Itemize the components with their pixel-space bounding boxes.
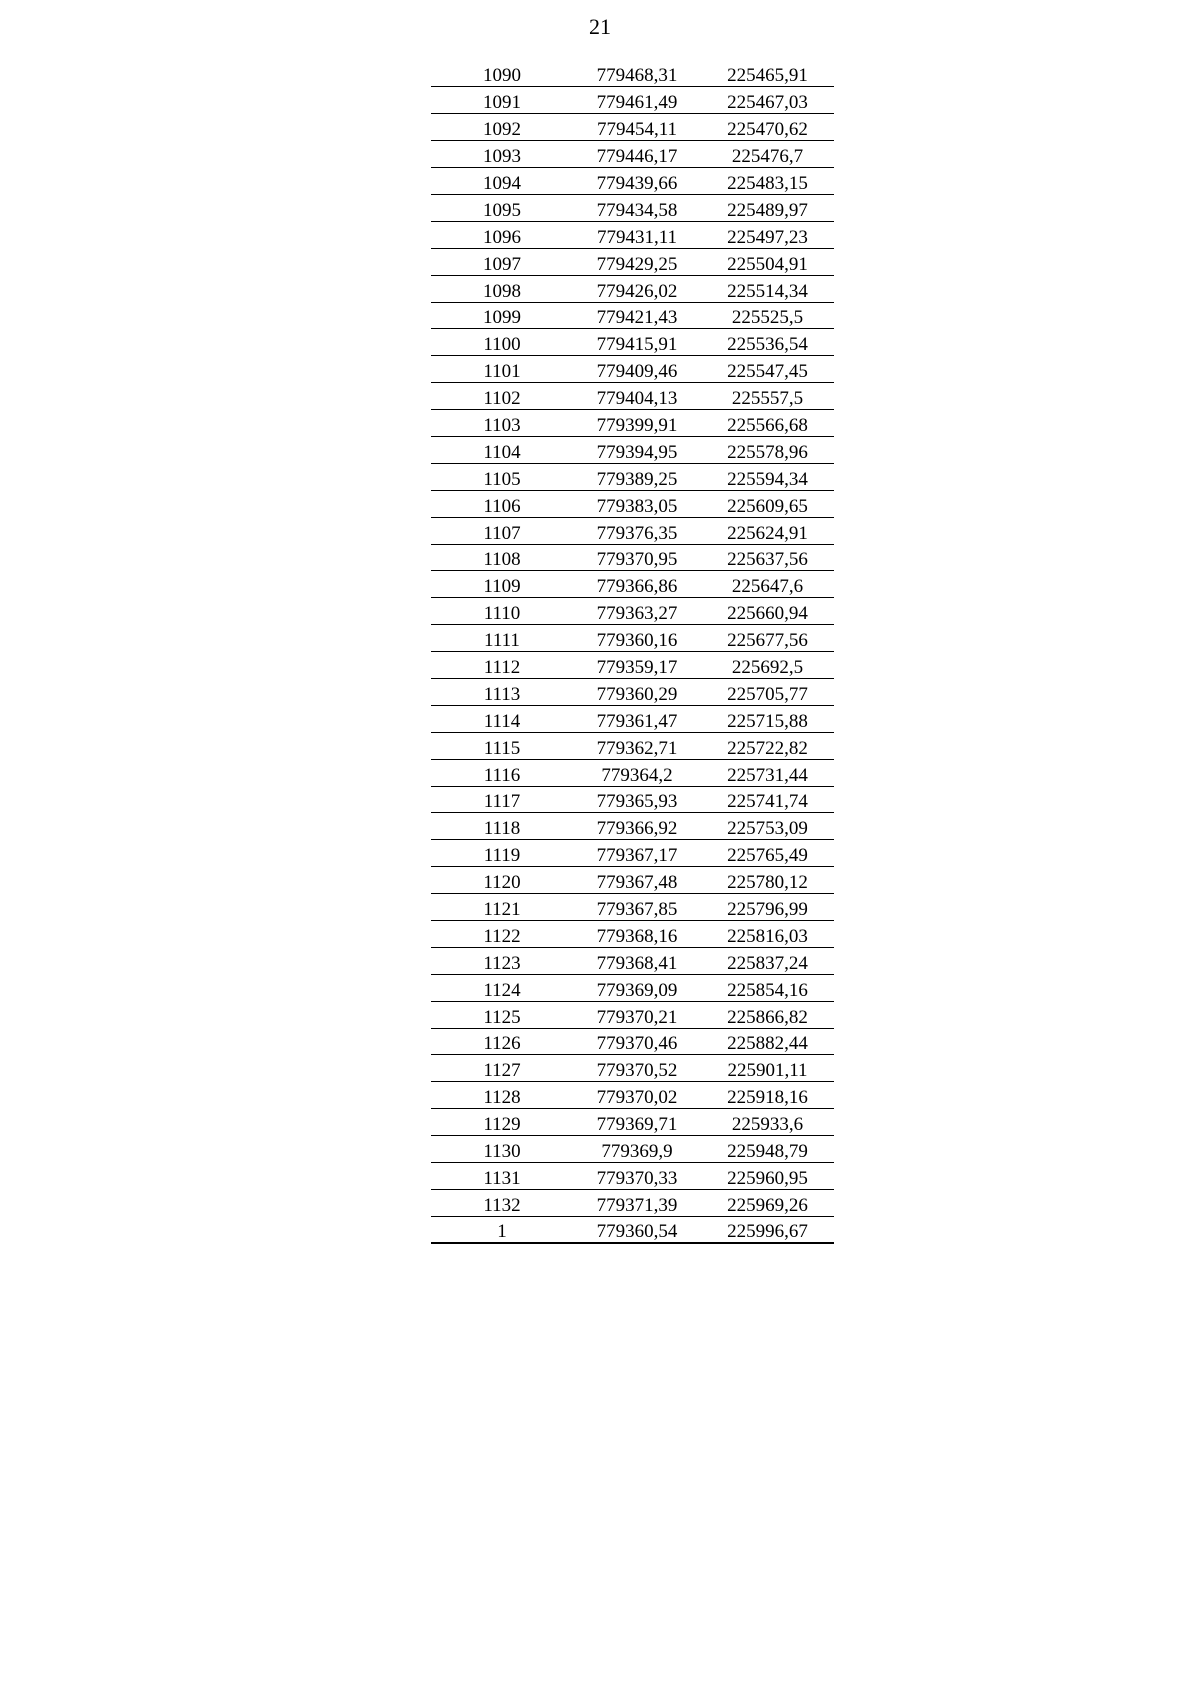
y-coordinate-cell: 225557,5 [701, 383, 834, 410]
x-coordinate-cell: 779415,91 [573, 329, 701, 356]
x-coordinate-cell: 779367,85 [573, 894, 701, 921]
x-coordinate-cell: 779367,48 [573, 867, 701, 894]
point-number-cell: 1109 [431, 571, 573, 598]
y-coordinate-cell: 225780,12 [701, 867, 834, 894]
table-row [431, 383, 834, 410]
x-coordinate-cell: 779360,54 [573, 1216, 701, 1243]
y-coordinate-cell: 225960,95 [701, 1163, 834, 1190]
point-number-cell: 1127 [431, 1055, 573, 1082]
table-row [431, 1163, 834, 1190]
x-coordinate-cell: 779362,71 [573, 732, 701, 759]
table-row [431, 974, 834, 1001]
x-coordinate-cell: 779360,16 [573, 625, 701, 652]
x-coordinate-cell: 779370,95 [573, 544, 701, 571]
point-number-cell: 1093 [431, 141, 573, 168]
table-row [431, 625, 834, 652]
point-number-cell: 1100 [431, 329, 573, 356]
point-number-cell: 1092 [431, 114, 573, 141]
x-coordinate-cell: 779429,25 [573, 248, 701, 275]
point-number-cell: 1098 [431, 275, 573, 302]
y-coordinate-cell: 225536,54 [701, 329, 834, 356]
table-row [431, 87, 834, 114]
x-coordinate-cell: 779434,58 [573, 194, 701, 221]
y-coordinate-cell: 225741,74 [701, 786, 834, 813]
point-number-cell: 1126 [431, 1028, 573, 1055]
point-number-cell: 1106 [431, 490, 573, 517]
x-coordinate-cell: 779370,33 [573, 1163, 701, 1190]
table-row [431, 410, 834, 437]
point-number-cell: 1123 [431, 947, 573, 974]
table-row [431, 114, 834, 141]
point-number-cell: 1120 [431, 867, 573, 894]
y-coordinate-cell: 225483,15 [701, 168, 834, 195]
table-row [431, 732, 834, 759]
y-coordinate-cell: 225816,03 [701, 921, 834, 948]
table-row [431, 356, 834, 383]
x-coordinate-cell: 779370,46 [573, 1028, 701, 1055]
x-coordinate-cell: 779360,29 [573, 678, 701, 705]
point-number-cell: 1132 [431, 1189, 573, 1216]
x-coordinate-cell: 779363,27 [573, 598, 701, 625]
x-coordinate-cell: 779431,11 [573, 221, 701, 248]
table-row [431, 759, 834, 786]
y-coordinate-cell: 225489,97 [701, 194, 834, 221]
point-number-cell: 1121 [431, 894, 573, 921]
y-coordinate-cell: 225514,34 [701, 275, 834, 302]
y-coordinate-cell: 225715,88 [701, 705, 834, 732]
x-coordinate-cell: 779371,39 [573, 1189, 701, 1216]
table-row [431, 652, 834, 679]
table-row [431, 194, 834, 221]
x-coordinate-cell: 779376,35 [573, 517, 701, 544]
point-number-cell: 1101 [431, 356, 573, 383]
point-number-cell: 1105 [431, 463, 573, 490]
point-number-cell: 1 [431, 1216, 573, 1243]
point-number-cell: 1095 [431, 194, 573, 221]
table-row [431, 436, 834, 463]
table-row [431, 275, 834, 302]
point-number-cell: 1102 [431, 383, 573, 410]
table-row [431, 490, 834, 517]
x-coordinate-cell: 779409,46 [573, 356, 701, 383]
x-coordinate-cell: 779368,16 [573, 921, 701, 948]
y-coordinate-cell: 225882,44 [701, 1028, 834, 1055]
point-number-cell: 1094 [431, 168, 573, 195]
x-coordinate-cell: 779369,09 [573, 974, 701, 1001]
y-coordinate-cell: 225731,44 [701, 759, 834, 786]
y-coordinate-cell: 225722,82 [701, 732, 834, 759]
x-coordinate-cell: 779365,93 [573, 786, 701, 813]
table-row [431, 1055, 834, 1082]
table-row [431, 1082, 834, 1109]
y-coordinate-cell: 225647,6 [701, 571, 834, 598]
point-number-cell: 1108 [431, 544, 573, 571]
x-coordinate-cell: 779439,66 [573, 168, 701, 195]
table-row [431, 947, 834, 974]
y-coordinate-cell: 225948,79 [701, 1136, 834, 1163]
y-coordinate-cell: 225677,56 [701, 625, 834, 652]
point-number-cell: 1114 [431, 705, 573, 732]
table-row [431, 141, 834, 168]
point-number-cell: 1113 [431, 678, 573, 705]
y-coordinate-cell: 225497,23 [701, 221, 834, 248]
y-coordinate-cell: 225470,62 [701, 114, 834, 141]
table-row [431, 840, 834, 867]
point-number-cell: 1116 [431, 759, 573, 786]
table-row [431, 894, 834, 921]
x-coordinate-cell: 779368,41 [573, 947, 701, 974]
y-coordinate-cell: 225624,91 [701, 517, 834, 544]
y-coordinate-cell: 225933,6 [701, 1109, 834, 1136]
point-number-cell: 1122 [431, 921, 573, 948]
y-coordinate-cell: 225692,5 [701, 652, 834, 679]
page-number: 21 [589, 14, 611, 39]
x-coordinate-cell: 779359,17 [573, 652, 701, 679]
table-row [431, 60, 834, 87]
y-coordinate-cell: 225753,09 [701, 813, 834, 840]
x-coordinate-cell: 779361,47 [573, 705, 701, 732]
table-row [431, 168, 834, 195]
coordinates-table [431, 60, 834, 1244]
table-row [431, 813, 834, 840]
y-coordinate-cell: 225854,16 [701, 974, 834, 1001]
y-coordinate-cell: 225547,45 [701, 356, 834, 383]
point-number-cell: 1118 [431, 813, 573, 840]
x-coordinate-cell: 779468,31 [573, 60, 701, 87]
table-row [431, 1109, 834, 1136]
point-number-cell: 1131 [431, 1163, 573, 1190]
point-number-cell: 1111 [431, 625, 573, 652]
point-number-cell: 1110 [431, 598, 573, 625]
point-number-cell: 1128 [431, 1082, 573, 1109]
x-coordinate-cell: 779364,2 [573, 759, 701, 786]
x-coordinate-cell: 779369,71 [573, 1109, 701, 1136]
point-number-cell: 1129 [431, 1109, 573, 1136]
table-row [431, 598, 834, 625]
x-coordinate-cell: 779461,49 [573, 87, 701, 114]
point-number-cell: 1097 [431, 248, 573, 275]
y-coordinate-cell: 225566,68 [701, 410, 834, 437]
table-row [431, 1136, 834, 1163]
table-row [431, 921, 834, 948]
x-coordinate-cell: 779370,52 [573, 1055, 701, 1082]
y-coordinate-cell: 225504,91 [701, 248, 834, 275]
point-number-cell: 1104 [431, 436, 573, 463]
x-coordinate-cell: 779421,43 [573, 302, 701, 329]
x-coordinate-cell: 779366,92 [573, 813, 701, 840]
table-row [431, 517, 834, 544]
table-row [431, 302, 834, 329]
y-coordinate-cell: 225637,56 [701, 544, 834, 571]
point-number-cell: 1115 [431, 732, 573, 759]
y-coordinate-cell: 225467,03 [701, 87, 834, 114]
y-coordinate-cell: 225796,99 [701, 894, 834, 921]
y-coordinate-cell: 225578,96 [701, 436, 834, 463]
y-coordinate-cell: 225996,67 [701, 1216, 834, 1243]
table-row [431, 1001, 834, 1028]
point-number-cell: 1091 [431, 87, 573, 114]
table-row [431, 678, 834, 705]
table-row [431, 463, 834, 490]
point-number-cell: 1119 [431, 840, 573, 867]
y-coordinate-cell: 225476,7 [701, 141, 834, 168]
y-coordinate-cell: 225660,94 [701, 598, 834, 625]
table-row [431, 705, 834, 732]
y-coordinate-cell: 225765,49 [701, 840, 834, 867]
y-coordinate-cell: 225609,65 [701, 490, 834, 517]
table-row [431, 248, 834, 275]
x-coordinate-cell: 779369,9 [573, 1136, 701, 1163]
point-number-cell: 1107 [431, 517, 573, 544]
x-coordinate-cell: 779370,21 [573, 1001, 701, 1028]
point-number-cell: 1125 [431, 1001, 573, 1028]
point-number-cell: 1090 [431, 60, 573, 87]
table-row [431, 786, 834, 813]
y-coordinate-cell: 225901,11 [701, 1055, 834, 1082]
point-number-cell: 1096 [431, 221, 573, 248]
point-number-cell: 1099 [431, 302, 573, 329]
y-coordinate-cell: 225465,91 [701, 60, 834, 87]
table-row [431, 329, 834, 356]
point-number-cell: 1103 [431, 410, 573, 437]
point-number-cell: 1112 [431, 652, 573, 679]
y-coordinate-cell: 225705,77 [701, 678, 834, 705]
y-coordinate-cell: 225525,5 [701, 302, 834, 329]
table-row [431, 1028, 834, 1055]
y-coordinate-cell: 225837,24 [701, 947, 834, 974]
x-coordinate-cell: 779370,02 [573, 1082, 701, 1109]
y-coordinate-cell: 225594,34 [701, 463, 834, 490]
x-coordinate-cell: 779366,86 [573, 571, 701, 598]
table-row [431, 1189, 834, 1216]
x-coordinate-cell: 779367,17 [573, 840, 701, 867]
x-coordinate-cell: 779399,91 [573, 410, 701, 437]
x-coordinate-cell: 779446,17 [573, 141, 701, 168]
y-coordinate-cell: 225918,16 [701, 1082, 834, 1109]
x-coordinate-cell: 779394,95 [573, 436, 701, 463]
x-coordinate-cell: 779389,25 [573, 463, 701, 490]
table-row [431, 544, 834, 571]
point-number-cell: 1124 [431, 974, 573, 1001]
y-coordinate-cell: 225866,82 [701, 1001, 834, 1028]
point-number-cell: 1130 [431, 1136, 573, 1163]
table-row [431, 571, 834, 598]
table-row [431, 221, 834, 248]
coordinates-table-body [431, 60, 834, 1243]
y-coordinate-cell: 225969,26 [701, 1189, 834, 1216]
point-number-cell: 1117 [431, 786, 573, 813]
table-row [431, 1216, 834, 1243]
x-coordinate-cell: 779454,11 [573, 114, 701, 141]
x-coordinate-cell: 779383,05 [573, 490, 701, 517]
x-coordinate-cell: 779426,02 [573, 275, 701, 302]
x-coordinate-cell: 779404,13 [573, 383, 701, 410]
table-row [431, 867, 834, 894]
